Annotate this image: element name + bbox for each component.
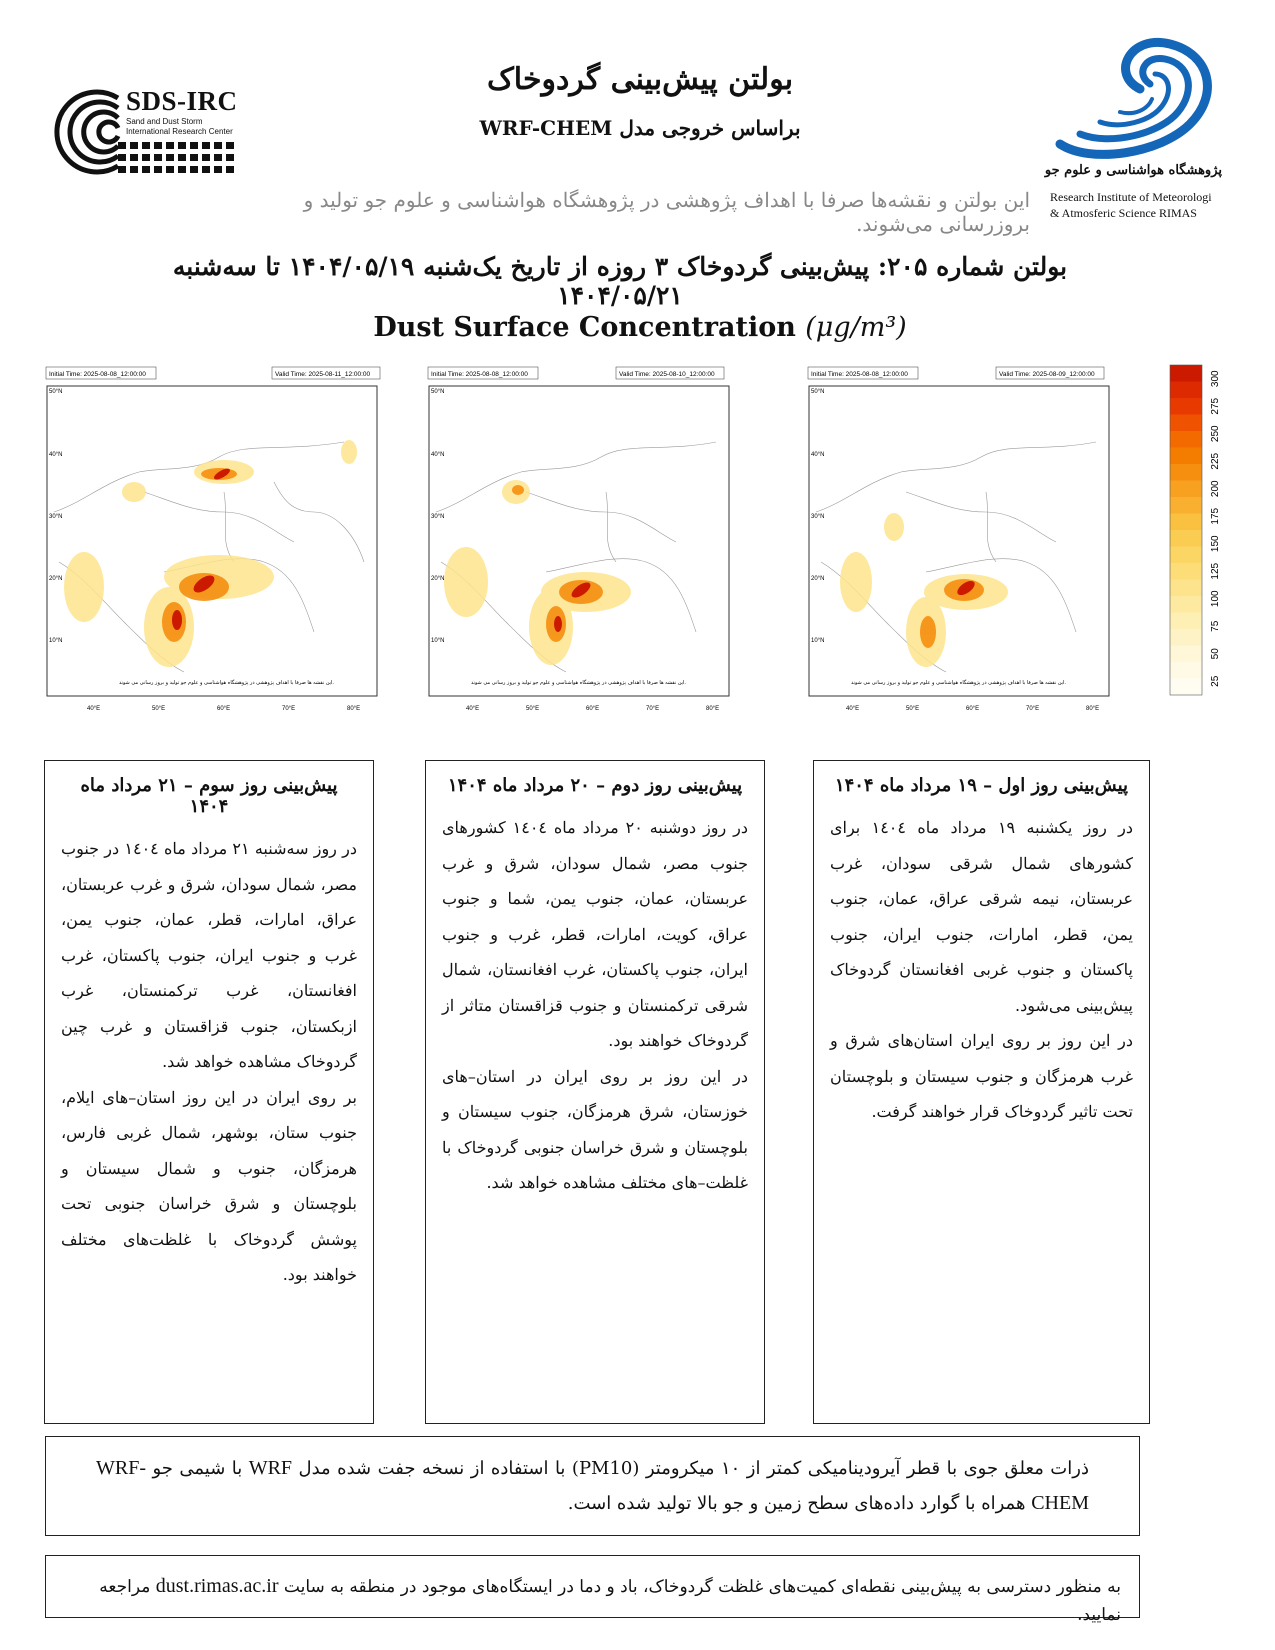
rimas-logo-icon [1050,34,1226,160]
map-day1-lon-60: 60°E [966,706,980,712]
forecast-day2-title: پیش‌بینی روز دوم – ۲۰ مرداد ماه ۱۴۰۴ [447,775,743,796]
map-day2 [426,362,766,724]
forecast-day3-box [44,760,374,1424]
colorbar-swatch [1170,481,1202,498]
website-note-b: مراجعه نمایید. [99,1577,1121,1625]
map-day2-lat-20: 20°N [431,576,445,582]
rimas-name-en-2: & Atmosferic Science RIMAS [1050,206,1197,220]
colorbar-swatch [1170,613,1202,630]
colorbar-tick-label: 125 [1210,562,1221,580]
map-day2-lat-50: 50°N [431,389,445,395]
map-day3-footer: این نقشه ها صرفا با اهداف پژوهشی در پژوهشگاه هواشناسی و علوم جو تولید و بروز رسانی می شوند. [118,680,334,686]
colorbar-swatch [1170,547,1202,564]
map-day2-lon-70: 70°E [646,706,660,712]
map-day1-svg [806,362,1146,724]
map-day2-lat-30: 30°N [431,514,445,520]
model-note-chem: WRF-CHEM [96,1457,1089,1514]
forecast-day2-p1: در روز دوشنبه ۲۰ مرداد ماه ۱٤۰٤ کشورهای جنوب مصر، شمال سودان، شرق و غرب عربستان، عمان، جنوب یمن، شما و جنوب عراق، کویت، امارات، قطر، غرب و جنوب ایران، جنوب پاکستان، غرب افغانستان، شمال شرقی ترکمنستان و جنوب قزاقستان متاثر از گردوخاک خواهند بود. [442,818,749,1050]
sds-sub-line-1: Sand and Dust Storm [126,117,203,126]
map-day3 [44,362,384,724]
concentration-unit: (μg/m³) [805,312,907,343]
sds-sub-line-2: International Research Center [126,127,233,136]
website-note-a: به منظور دسترسی به پیش‌بینی نقطه‌ای کمیت‌های غلظت گردوخاک، باد و دما در ایستگاه‌های موجود در منطقه به سایت [283,1577,1121,1597]
map-day3-lon-80: 80°E [347,706,361,712]
colorbar-tick-label: 175 [1210,507,1221,525]
map-day1-valid-time: Valid Time: 2025-08-09_12:00:00 [999,371,1095,378]
concentration-title-text: Dust Surface Concentration [373,312,796,343]
map-day3-valid-time: Valid Time: 2025-08-11_12:00:00 [275,371,371,378]
model-note [45,1436,1140,1536]
colorbar-swatch [1170,497,1202,514]
map-day2-lon-50: 50°E [526,706,540,712]
map-day1-lon-50: 50°E [906,706,920,712]
forecast-day2-box [425,760,765,1424]
map-day2-footer: این نقشه ها صرفا با اهداف پژوهشی در پژوهشگاه هواشناسی و علوم جو تولید و بروز رسانی می شوند. [470,680,686,686]
colorbar-swatch [1170,382,1202,399]
sds-irc-name: SDS-IRC [126,86,238,116]
map-day2-lon-80: 80°E [706,706,720,712]
forecast-day1-p1: در روز یکشنبه ۱۹ مرداد ماه ۱٤۰٤ برای کشورهای شمال شرقی سودان، غرب عربستان، نیمه شرقی عراق، عمان، جنوب یمن، قطر، امارات، جنوب ایران، جنوب پاکستان و جنوب غربی افغانستان گردوخاک پیش‌بینی می‌شود. [830,818,1134,1015]
bulletin-title: بولتن پیش‌بینی گردوخاک [486,62,794,97]
bulletin-subtitle: براساس خروجی مدل WRF-CHEM [479,116,801,140]
map-day1-footer: این نقشه ها صرفا با اهداف پژوهشی در پژوهشگاه هواشناسی و علوم جو تولید و بروز رسانی می شوند. [850,680,1066,686]
map-day1-lon-40: 40°E [846,706,860,712]
map-day1-lat-20: 20°N [811,576,825,582]
map-day3-lon-60: 60°E [217,706,231,712]
forecast-day3-title: پیش‌بینی روز سوم – ۲۱ مرداد ماه ۱۴۰۴ [80,775,338,817]
website-link[interactable]: dust.rimas.ac.ir [155,1575,279,1597]
bulletin-heading: بولتن شماره ۲۰۵: پیش‌بینی گردوخاک ۳ روزه از تاریخ یک‌شنبه ۱۴۰۴/۰۵/۱۹ تا سه‌شنبه ۱۴۰۴/۰۵/۲۱ [172,252,1068,310]
colorbar-tick-label: 75 [1210,620,1221,632]
colorbar [1160,360,1240,710]
colorbar-swatch [1170,679,1202,696]
rimas-name-en-1: Research Institute of Meteorologi [1050,190,1212,204]
colorbar-tick-label: 300 [1210,370,1221,388]
map-day2-lon-40: 40°E [466,706,480,712]
colorbar-tick-label: 25 [1210,675,1221,687]
map-day3-lat-50: 50°N [49,389,63,395]
model-note-a: ذرات معلق جوی با قطر آیرودینامیکی کمتر از ۱۰ میکرومتر (PM10) با استفاده از نسخه جفت شده مدل [298,1458,1089,1479]
map-day1-lon-80: 80°E [1086,706,1100,712]
map-day1-lat-40: 40°N [811,452,825,458]
disclaimer: این بولتن و نقشه‌ها صرفا با اهداف پژوهشی در پژوهشگاه هواشناسی و علوم جو تولید و بروزرسانی می‌شوند. [303,188,1030,236]
forecast-day1-title: پیش‌بینی روز اول – ۱۹ مرداد ماه ۱۴۰۴ [834,775,1129,796]
map-day3-initial-time: Initial Time: 2025-08-08_12:00:00 [49,371,146,378]
colorbar-swatches [1170,365,1202,696]
forecast-day1-p2: در این روز بر روی ایران استان‌های شرق و غرب هرمزگان و جنوب سیستان و بلوچستان تحت تاثیر گردوخاک قرار خواهند گرفت. [830,1031,1133,1121]
colorbar-swatch [1170,431,1202,448]
website-note [45,1555,1140,1625]
colorbar-swatch [1170,448,1202,465]
colorbar-swatch [1170,530,1202,547]
map-day3-lon-40: 40°E [87,706,101,712]
forecast-day2-p2: در این روز بر روی ایران در استان–های خوزستان، شرق هرمزگان، جنوب سیستان و بلوچستان و شرق خراسان جنوبی گردوخاک با غلظت–های مختلف مشاهده خواهد شد. [442,1066,748,1192]
map-day2-lon-60: 60°E [586,706,600,712]
map-day3-lon-50: 50°E [152,706,166,712]
colorbar-tick-label: 250 [1210,425,1221,443]
map-day2-svg [426,362,766,724]
colorbar-swatch [1170,646,1202,663]
colorbar-swatch [1170,464,1202,481]
map-day1-lat-10: 10°N [811,638,825,644]
map-day1-lat-30: 30°N [811,514,825,520]
map-day3-lat-10: 10°N [49,638,63,644]
colorbar-tick-label: 100 [1210,590,1221,608]
colorbar-tick-label: 200 [1210,480,1221,498]
map-day3-lat-40: 40°N [49,452,63,458]
map-day1 [806,362,1146,724]
colorbar-swatch [1170,398,1202,415]
colorbar-tick-label: 150 [1210,535,1221,553]
colorbar-swatch [1170,580,1202,597]
colorbar-swatch [1170,415,1202,432]
map-day2-initial-time: Initial Time: 2025-08-08_12:00:00 [431,371,528,378]
forecast-day1-box [813,760,1150,1424]
model-note-c: همراه با گوارد داده‌های سطح زمین و جو بالا تولید شده است. [567,1493,1026,1514]
forecast-day3-p2: بر روی ایران در این روز استان–های ایلام، جنوب ستان، بوشهر، شمال غربی فارس، هرمزگان، جنوب و شمال سیستان و بلوچستان و شرق خراسان جنوبی تحت پوشش گردوخاک با غلظت‌های مختلف خواهند بود. [61,1087,357,1284]
colorbar-ticks [1210,370,1221,687]
colorbar-swatch [1170,596,1202,613]
map-day1-lon-70: 70°E [1026,706,1040,712]
map-day1-lat-50: 50°N [811,389,825,395]
map-day2-lat-40: 40°N [431,452,445,458]
map-day2-lat-10: 10°N [431,638,445,644]
map-day3-lat-30: 30°N [49,514,63,520]
map-day3-lat-20: 20°N [49,576,63,582]
colorbar-swatch [1170,563,1202,580]
model-note-b: با شیمی جو [152,1458,243,1479]
colorbar-swatch [1170,629,1202,646]
map-day2-valid-time: Valid Time: 2025-08-10_12:00:00 [619,371,715,378]
colorbar-tick-label: 50 [1210,648,1221,660]
map-day3-svg [44,362,384,724]
colorbar-tick-label: 275 [1210,397,1221,415]
forecast-day3-p1: در روز سه‌شنبه ۲۱ مرداد ماه ۱٤۰٤ در جنوب مصر، شمال سودان، شرق و غرب عربستان، عراق، امارات، قطر، عمان، جنوب یمن، غرب و جنوب ایران، جنوب پاکستان، غرب افغانستان، غرب ترکمنستان، غرب ازبکستان، جنوب قزاقستان و غرب چین گردوخاک مشاهده خواهد شد. [61,839,357,1071]
map-day1-initial-time: Initial Time: 2025-08-08_12:00:00 [811,371,908,378]
concentration-title [360,312,920,343]
sds-irc-subtitle [126,117,266,137]
colorbar-swatch [1170,365,1202,382]
map-day3-lon-70: 70°E [282,706,296,712]
colorbar-tick-label: 225 [1210,452,1221,470]
rimas-name-fa: پژوهشگاه هواشناسی و علوم جو [1044,163,1222,178]
model-note-wrf: WRF [248,1457,293,1479]
colorbar-swatch [1170,514,1202,531]
colorbar-swatch [1170,662,1202,679]
